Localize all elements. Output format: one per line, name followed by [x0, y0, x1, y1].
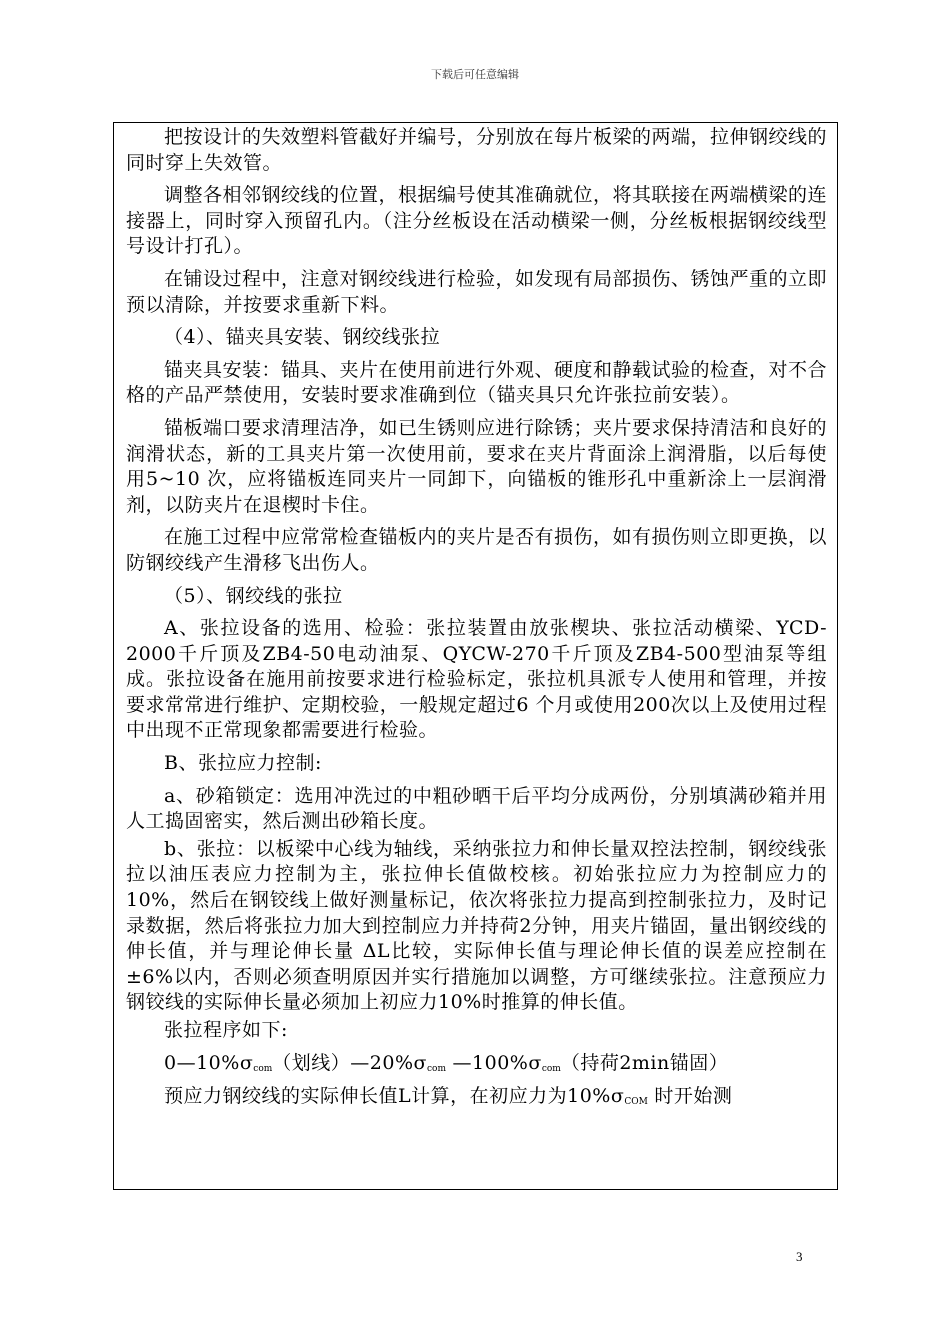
section-heading: （4）、锚夹具安装、钢绞线张拉: [164, 326, 441, 349]
paragraph: 在施工过程中应常常检查锚板内的夹片是否有损伤，如有损伤则立即更换，以防钢绞线产生滑移飞出伤人。: [126, 526, 828, 574]
page-number: 3: [796, 1249, 803, 1264]
paragraph: A、张拉设备的选用、检验：张拉装置由放张楔块、张拉活动横梁、YCD-2000千斤顶及ZB4-50电动油泵、QYCW-270千斤顶及ZB4-500型油泵等组成。张拉设备在施用前按要求进行检验标定，张拉机具派专人使用和管理，并按要求常常进行维护、定期校验，一般规定超过6 个月或使用200次以上及使用过程中出现不正常现象都需要进行检验。: [126, 617, 827, 742]
page-header-note: 下载后可任意编辑: [431, 68, 519, 81]
paragraph: 把按设计的失效塑料管截好并编号，分别放在每片板梁的两端，拉伸钢绞线的同时穿上失效管。: [126, 126, 828, 174]
section-heading: （5）、钢绞线的张拉: [164, 584, 343, 607]
paragraph: b、张拉：以板梁中心线为轴线，采纳张拉力和伸长量双控法控制，钢绞线张拉以油压表应力控制为主，张拉伸长值做校核。初始张拉应力为控制应力的10%，然后在钢铰线上做好测量标记，依次将张拉力提高到控制张拉力，及时记录数据，然后将张拉力加大到控制应力并持荷2分钟，用夹片锚固，量出钢绞线的伸长值，并与理论伸长量 ΔL比较，实际伸长值与理论伸长值的误差应控制在±6%以内，否则必须查明原因并实行措施加以调整，方可继续张拉。注意预应力钢铰线的实际伸长量必须加上初应力10%时推算的伸长值。: [126, 837, 827, 1014]
formula-line: $0—10\%\sigma_{com}$（划线）$—20\%\sigma_{com}$ $—100\%\sigma_{com}$（持荷2min锚固）: [164, 1051, 729, 1074]
paragraph: 锚板端口要求清理洁净，如已生锈则应进行除锈；夹片要求保持清洁和良好的润滑状态，新的工具夹片第一次使用前，要求在夹片背面涂上润滑脂，以后每使用5~10 次，应将锚板连同夹片一同卸下，向锚板的锥形孔中重新涂上一层润滑剂，以防夹片在退楔时卡住。: [126, 416, 828, 516]
paragraph: a、砂箱锁定：选用冲洗过的中粗砂晒干后平均分成两份，分别填满砂箱并用人工捣固密实，然后测出砂箱长度。: [126, 784, 827, 833]
paragraph: 预应力钢绞线的实际伸长值L计算，在初应力为$10\%\sigma_{COM}$ 时开始测: [164, 1085, 733, 1108]
content-table-cell: [113, 122, 838, 1190]
paragraph: 张拉程序如下:: [164, 1019, 288, 1041]
document-body: [114, 123, 837, 1116]
paragraph: 调整各相邻钢绞线的位置，根据编号使其准确就位，将其联接在两端横梁的连接器上，同时穿入预留孔内。（注分丝板设在活动横梁一侧，分丝板根据钢绞线型号设计打孔）。: [126, 184, 828, 258]
subsection-heading: B、张拉应力控制:: [164, 752, 322, 775]
paragraph: 在铺设过程中，注意对钢绞线进行检验，如发现有局部损伤、锈蚀严重的立即预以清除，并按要求重新下料。: [126, 267, 828, 316]
paragraph: 锚夹具安装：锚具、夹片在使用前进行外观、硬度和静载试验的检查，对不合格的产品严禁使用，安装时要求准确到位（锚夹具只允许张拉前安装）。: [126, 358, 828, 407]
